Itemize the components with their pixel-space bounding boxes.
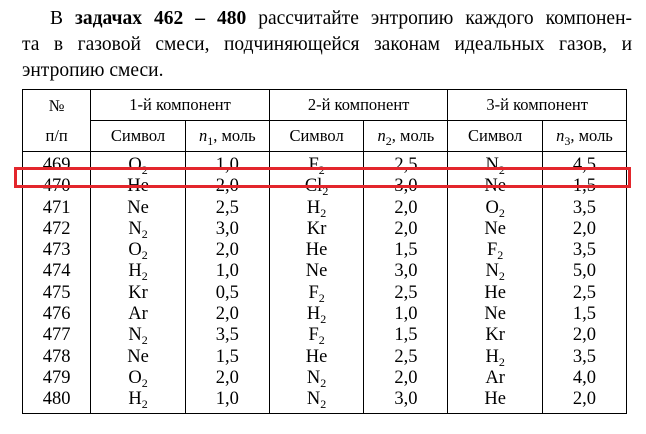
- component-1-symbol: $N_2$: [91, 325, 186, 346]
- component-2-moles: 2,5: [364, 347, 448, 368]
- header-component-1: 1-й компонент: [91, 90, 270, 121]
- component-3-symbol: Ne: [448, 176, 543, 197]
- intro-line-1: [22, 6, 632, 32]
- table-row: [23, 368, 627, 389]
- header-moles-1: $n_1$, моль: [185, 121, 269, 152]
- row-number: 476: [23, 304, 91, 325]
- component-3-moles: 2,0: [542, 389, 626, 413]
- component-2-symbol: $F_2$: [269, 152, 364, 177]
- gas-mixture-table: [22, 89, 627, 414]
- intro-line-3: энтропию смеси.: [22, 60, 164, 81]
- component-1-moles: 1,0: [185, 152, 269, 177]
- intro-line-1-text: рассчитайте энтропию каждого компонен-: [258, 8, 633, 29]
- component-1-moles: 2,0: [185, 304, 269, 325]
- intro-prefix: В: [50, 8, 64, 29]
- header-component-2: 2-й компонент: [269, 90, 448, 121]
- component-2-symbol: $N_2$: [269, 389, 364, 413]
- row-number: 469: [23, 152, 91, 177]
- component-2-moles: 2,0: [364, 368, 448, 389]
- component-1-moles: 0,5: [185, 283, 269, 304]
- table-row: [23, 389, 627, 413]
- problem-statement: [22, 6, 632, 84]
- component-3-moles: 3,5: [542, 347, 626, 368]
- component-2-moles: 1,5: [364, 325, 448, 346]
- header-number: [23, 90, 91, 152]
- header-symbol-2: Символ: [269, 121, 364, 152]
- component-1-moles: 2,0: [185, 240, 269, 261]
- header-symbol-3: Символ: [448, 121, 543, 152]
- component-2-moles: 2,0: [364, 198, 448, 219]
- component-3-symbol: Ar: [448, 368, 543, 389]
- component-2-moles: 2,5: [364, 152, 448, 177]
- component-2-symbol: Ne: [269, 261, 364, 282]
- component-2-symbol: $H_2$: [269, 304, 364, 325]
- component-1-moles: 2,5: [185, 198, 269, 219]
- component-2-symbol: $F_2$: [269, 283, 364, 304]
- row-number: 475: [23, 283, 91, 304]
- component-2-moles: 1,5: [364, 240, 448, 261]
- row-number: 473: [23, 240, 91, 261]
- component-3-symbol: $O_2$: [448, 198, 543, 219]
- row-number: 480: [23, 389, 91, 413]
- component-1-moles: 2,0: [185, 176, 269, 197]
- component-3-moles: 2,0: [542, 325, 626, 346]
- component-1-symbol: He: [91, 176, 186, 197]
- component-2-moles: 3,0: [364, 389, 448, 413]
- row-number: 471: [23, 198, 91, 219]
- component-3-moles: 5,0: [542, 261, 626, 282]
- table-row: [23, 283, 627, 304]
- row-number: 474: [23, 261, 91, 282]
- component-1-symbol: $O_2$: [91, 152, 186, 177]
- component-1-moles: 2,0: [185, 368, 269, 389]
- table-row: [23, 347, 627, 368]
- table-row: [23, 152, 627, 177]
- table-row: [23, 325, 627, 346]
- component-3-symbol: $H_2$: [448, 347, 543, 368]
- row-number: 470: [23, 176, 91, 197]
- component-3-moles: 4,0: [542, 368, 626, 389]
- table-row: [23, 240, 627, 261]
- component-1-symbol: Ar: [91, 304, 186, 325]
- component-1-symbol: $H_2$: [91, 389, 186, 413]
- component-3-moles: 1,5: [542, 176, 626, 197]
- header-moles-3: $n_3$, моль: [542, 121, 626, 152]
- intro-line-2: та в газовой смеси, подчиняющейся законам идеальных газов, и: [22, 34, 632, 55]
- component-3-symbol: Ne: [448, 219, 543, 240]
- component-3-moles: 3,5: [542, 240, 626, 261]
- component-1-symbol: $O_2$: [91, 368, 186, 389]
- component-1-moles: 3,0: [185, 219, 269, 240]
- component-2-symbol: $F_2$: [269, 325, 364, 346]
- component-1-moles: 3,5: [185, 325, 269, 346]
- component-1-moles: 1,0: [185, 261, 269, 282]
- component-1-symbol: $O_2$: [91, 240, 186, 261]
- component-3-symbol: $N_2$: [448, 261, 543, 282]
- table-row: [23, 198, 627, 219]
- table-row: [23, 219, 627, 240]
- component-2-symbol: Kr: [269, 219, 364, 240]
- table-row: [23, 304, 627, 325]
- header-number-label: № п/п: [45, 95, 68, 145]
- component-3-moles: 2,0: [542, 219, 626, 240]
- component-1-symbol: Ne: [91, 198, 186, 219]
- header-moles-2: $n_2$, моль: [364, 121, 448, 152]
- component-2-symbol: $H_2$: [269, 198, 364, 219]
- component-2-symbol: He: [269, 347, 364, 368]
- component-3-symbol: Kr: [448, 325, 543, 346]
- row-number: 472: [23, 219, 91, 240]
- component-1-moles: 1,0: [185, 389, 269, 413]
- component-1-symbol: $H_2$: [91, 261, 186, 282]
- row-number: 478: [23, 347, 91, 368]
- table-row: [23, 176, 627, 197]
- component-1-symbol: $N_2$: [91, 219, 186, 240]
- header-symbol-1: Символ: [91, 121, 186, 152]
- problem-range-label: задачах 462 – 480: [75, 8, 247, 29]
- component-2-symbol: $Cl_2$: [269, 176, 364, 197]
- component-1-symbol: Ne: [91, 347, 186, 368]
- header-component-3: 3-й компонент: [448, 90, 627, 121]
- component-3-moles: 3,5: [542, 198, 626, 219]
- component-3-symbol: He: [448, 389, 543, 413]
- component-2-symbol: He: [269, 240, 364, 261]
- component-2-moles: 2,5: [364, 283, 448, 304]
- row-number: 477: [23, 325, 91, 346]
- table-row: [23, 261, 627, 282]
- component-2-symbol: $N_2$: [269, 368, 364, 389]
- component-2-moles: 2,0: [364, 219, 448, 240]
- component-1-symbol: Kr: [91, 283, 186, 304]
- component-2-moles: 3,0: [364, 176, 448, 197]
- component-1-moles: 1,5: [185, 347, 269, 368]
- component-3-moles: 4,5: [542, 152, 626, 177]
- component-3-moles: 2,5: [542, 283, 626, 304]
- row-number: 479: [23, 368, 91, 389]
- component-2-moles: 1,0: [364, 304, 448, 325]
- component-3-symbol: $N_2$: [448, 152, 543, 177]
- component-3-symbol: $F_2$: [448, 240, 543, 261]
- component-3-symbol: He: [448, 283, 543, 304]
- component-3-moles: 1,5: [542, 304, 626, 325]
- component-2-moles: 3,0: [364, 261, 448, 282]
- component-3-symbol: Ne: [448, 304, 543, 325]
